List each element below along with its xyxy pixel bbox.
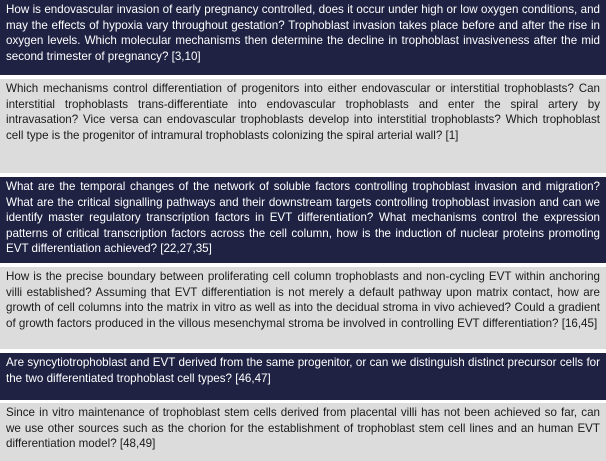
- question-box-3: [0, 177, 606, 263]
- question-text-3: What are the temporal changes of the network of soluble factors controlling trophoblast invasion and migration? What are the critical signalling pathways and their downstream targets controlling trophoblast invasion and can we identify master regulatory transcription factors in EVT differentiation? What mechanisms control the expression patterns of critical transcription factors across the cell column, how is the induction of nuclear proteins promoting EVT differentiation achieved? [22,27,35]: [6, 180, 600, 255]
- question-box-4: [0, 267, 606, 349]
- question-text-6: Since in vitro maintenance of trophoblast stem cells derived from placental villi has not been achieved so far, can we use other sources such as the chorion for the establishment of trophoblast stem cell lines and an human EVT differentiation model? [48,49]: [6, 406, 600, 450]
- question-text-2: Which mechanisms control differentiation of progenitors into either endovascular or interstitial trophoblasts? Can interstitial trophoblasts trans-differentiate into endovascular trophoblasts and enter the spiral artery by intravasation? Vice versa can endovascular trophoblasts develop into interstitial trophoblasts? Which trophoblast cell type is the progenitor of intramural trophoblasts colonizing the spiral arterial wall? [1]: [6, 82, 600, 142]
- question-box-5: [0, 353, 606, 400]
- question-text-1: How is endovascular invasion of early pregnancy controlled, does it occur under high or low oxygen conditions, and may the effects of hypoxia vary throughout gestation? Trophoblast invasion takes place before and after the rise in oxygen levels. Which molecular mechanisms then determine the decline in trophoblast invasiveness after the mid second trimester of pregnancy? [3,10]: [6, 3, 600, 63]
- question-text-5: Are syncytiotrophoblast and EVT derived from the same progenitor, or can we distinguish distinct precursor cells for the two differentiated trophoblast cell types? [46,47]: [6, 356, 600, 385]
- question-box-6: [0, 403, 606, 461]
- question-box-1: [0, 0, 606, 75]
- question-text-4: How is the precise boundary between proliferating cell column trophoblasts and non-cycling EVT within anchoring villi established? Assuming that EVT differentiation is not merely a default pathway upon matrix contact, how are growth of cell columns into the matrix in vitro as well as into the decidual stroma in vivo achieved? Could a gradient of growth factors produced in the villous mesenchymal stroma be involved in controlling EVT differentiation? [16,45]: [6, 270, 600, 330]
- question-box-2: [0, 79, 606, 173]
